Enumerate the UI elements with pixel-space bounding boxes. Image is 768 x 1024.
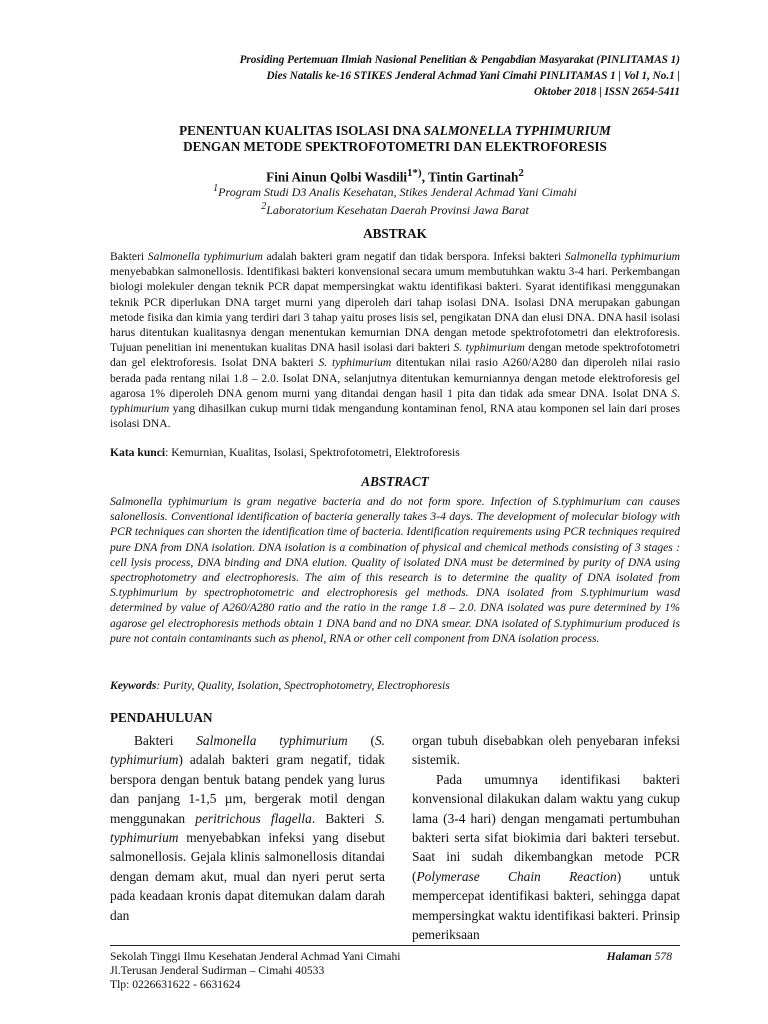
affiliation-1 xyxy=(110,183,680,200)
pendahuluan-right-column xyxy=(412,731,680,944)
abstrak-organism: S. typhimurium xyxy=(110,386,680,416)
abstrak-text: yang dihasilkan cukup murni tidak mengandung kontaminan fenol, RNA atau komponen sel lain dari proses isolasi DNA. xyxy=(110,402,680,431)
pendahuluan-paragraph-2 xyxy=(412,770,680,945)
footer-address: Jl.Terusan Jenderal Sudirman – Cimahi 40533 xyxy=(110,964,325,977)
body-organism: S. typhimurium xyxy=(110,733,385,768)
abstract-body: Salmonella typhimurium is gram negative bacteria and do not form spore. Infection of S.typhimurium can causes salonellosis. Conventional identification of bacteria generally takes 3-4 days. The development of molecular biology with PCR techniques can shorten the identification time of bacteria. Identification requirements using PCR techniques required pure DNA from DNA isolation. DNA isolation is a combination of physical and chemical methods consisting of 3 stages : cell lysis process, DNA binding and DNA elution. Quality of isolated DNA must be determined by purity of DNA using spectrophotometry and electrophoresis. The aim of this research is to determine the quality of DNA isolated from S.typhimurium by spectrophotometric and electrophoresis gel methods. DNA isolated from S.typhimurium wasd determined by value of A260/A280 ratio and the ratio in the range 1.8 – 2.0. DNA isolated was pure determined by 1% agarose gel electrophoresis methods obtain 1 DNA band and no DNA smear. DNA isolated of S.typhimurium produced is pure not contain contaminants such as phenol, RNA or other cell component from DNA isolation process. xyxy=(110,495,680,645)
body-organism: S. typhimurium xyxy=(110,810,385,846)
body-text: ) adalah bakteri gram negatif, tidak berspora dengan bentuk batang pendek yang lurus dan panjang 1-1,5 µm, bergerak motil dengan menggunakan xyxy=(110,752,385,826)
abstract-heading: ABSTRACT xyxy=(361,474,429,489)
body-text: menyebabkan infeksi yang disebut salmonellosis. Gejala klinis salmonellosis ditandai dengan demam akut, mual dan nyeri perut serta pada keadaan kronis dapat ditemukan dalam darah dan xyxy=(110,830,385,923)
pendahuluan-paragraph-continued: organ tubuh disebabkan oleh penyebaran infeksi sistemik. xyxy=(412,733,680,768)
body-text: . Bakteri xyxy=(311,810,375,826)
page-label: Halaman xyxy=(606,950,652,963)
keywords-values: : Purity, Quality, Isolation, Spectrophotometry, Electrophoresis xyxy=(156,679,450,692)
header-line-1: Prosiding Pertemuan Ilmiah Nasional Penelitian & Pengabdian Masyarakat (PINLITAMAS 1) xyxy=(239,54,680,66)
page-value: 578 xyxy=(654,950,672,963)
header-line-2: Dies Natalis ke-16 STIKES Jenderal Achmad Yani Cimahi PINLITAMAS 1 | Vol 1, No.1 | xyxy=(266,70,680,82)
body-text: Bakteri xyxy=(134,733,197,748)
pendahuluan-paragraph-1 xyxy=(110,731,385,925)
abstrak-heading: ABSTRAK xyxy=(363,226,427,241)
footer-phone: Tlp: 0226631622 - 6631624 xyxy=(110,978,241,991)
page-number xyxy=(607,950,672,963)
paper-title-line-2: DENGAN METODE SPEKTROFOTOMETRI DAN ELEKTROFORESIS xyxy=(183,139,607,154)
abstrak-body xyxy=(110,249,680,431)
abstrak-organism: Salmonella typhimurium xyxy=(147,250,263,263)
footer-institution: Sekolah Tinggi Ilmu Kesehatan Jenderal Achmad Yani Cimahi xyxy=(110,950,401,963)
kata-kunci xyxy=(110,446,680,459)
title-organism: SALMONELLA TYPHIMURIUM xyxy=(423,123,611,138)
abstrak-text: Bakteri xyxy=(110,250,148,263)
author-1: Fini Ainun Qolbi Wasdili xyxy=(266,169,408,185)
affiliation-2 xyxy=(110,201,680,218)
abstrak-organism: S. typhimurium xyxy=(318,356,392,370)
abstrak-text: adalah bakteri gram negatif dan tidak berspora. Infeksi bakteri xyxy=(262,250,565,263)
body-text: ( xyxy=(347,733,375,748)
body-term: Polymerase Chain Reaction xyxy=(416,868,617,884)
header-line-3: Oktober 2018 | ISSN 2654-5411 xyxy=(533,86,680,98)
affiliation-1-mark: 1 xyxy=(213,183,219,194)
author-2: Tintin Gartinah xyxy=(428,169,519,185)
author-separator: , xyxy=(421,169,429,185)
affiliation-1-text: Program Studi D3 Analis Kesehatan, Stikes Jenderal Achmad Yani Cimahi xyxy=(218,185,577,199)
abstrak-text: ditentukan nilai rasio A260/A280 dan diperoleh nilai rasio berada pada rentang nilai 1.8 – 2.0. Isolat DNA, selanjutnya ditentukan kemurniannya dengan metode elektroforesis gel agarosa 1% diperoleh DNA genom murni yang ditandai dengan hasil 1 pita dan tidak ada smear DNA. Isolat DNA xyxy=(110,356,680,400)
keywords xyxy=(110,679,680,692)
abstrak-organism: Salmonella typhimurium xyxy=(564,250,680,263)
paper-title-line-1 xyxy=(110,123,680,139)
keywords-label: Keywords xyxy=(110,679,157,692)
footer-divider xyxy=(110,945,680,946)
abstrak-organism: S. typhimurium xyxy=(453,341,525,355)
pendahuluan-left-column xyxy=(110,731,385,925)
body-term: peritrichous flagella xyxy=(195,810,312,826)
abstrak-text: menyebabkan salmonellosis. Identifikasi bakteri konvensional secara umum membutuhkan waktu 3-4 hari. Perkembangan biologi molekuler dengan teknik PCR dapat mempersingkat waktu identifikasi bakteri. Syarat identifikasi menggunakan teknik PCR diperlukan DNA target murni yang diperoleh dari tahap isolasi DNA. Isolasi DNA merupakan gabungan metode fisika dan kimia yang terdiri dari 3 tahap yaitu proses lisis sel, pengikatan DNA dan elusi DNA. DNA hasil isolasi harus ditentukan kualitasnya dengan menentukan kemurnian DNA dengan metode spektrofotometri dan elektroforesis. Tujuan penelitian ini menentukan kualitas DNA hasil isolasi dari bakteri xyxy=(110,265,680,355)
body-text: ) untuk mempercepat identifikasi bakteri, sehingga dapat mempersingkat waktu identifikasi bakteri. Prinsip pemeriksaan xyxy=(412,868,680,943)
author-2-affiliation-mark: 2 xyxy=(518,167,524,179)
pendahuluan-heading: PENDAHULUAN xyxy=(110,710,213,725)
kata-kunci-values: : Kemurnian, Kualitas, Isolasi, Spektrofotometri, Elektroforesis xyxy=(165,446,460,459)
body-organism: Salmonella typhimurium xyxy=(196,733,348,748)
abstrak-text: dengan metode spektrofotometri dan gel elektroforesis. Isolat DNA bakteri xyxy=(110,341,681,370)
author-1-affiliation-mark: 1*) xyxy=(407,167,422,179)
affiliation-2-mark: 2 xyxy=(261,201,267,212)
body-text: Pada umumnya identifikasi bakteri konvensional dilakukan dalam waktu yang cukup lama (3-4 hari) dengan mengamati pertumbuhan bakteri serta sifat biokimia dari bakteri tersebut. Saat ini sudah dikembangkan metode PCR ( xyxy=(412,771,680,884)
affiliation-2-text: Laboratorium Kesehatan Daerah Provinsi Jawa Barat xyxy=(266,203,529,217)
title-text: PENENTUAN KUALITAS ISOLASI DNA xyxy=(179,123,424,138)
kata-kunci-label: Kata kunci xyxy=(110,446,166,459)
